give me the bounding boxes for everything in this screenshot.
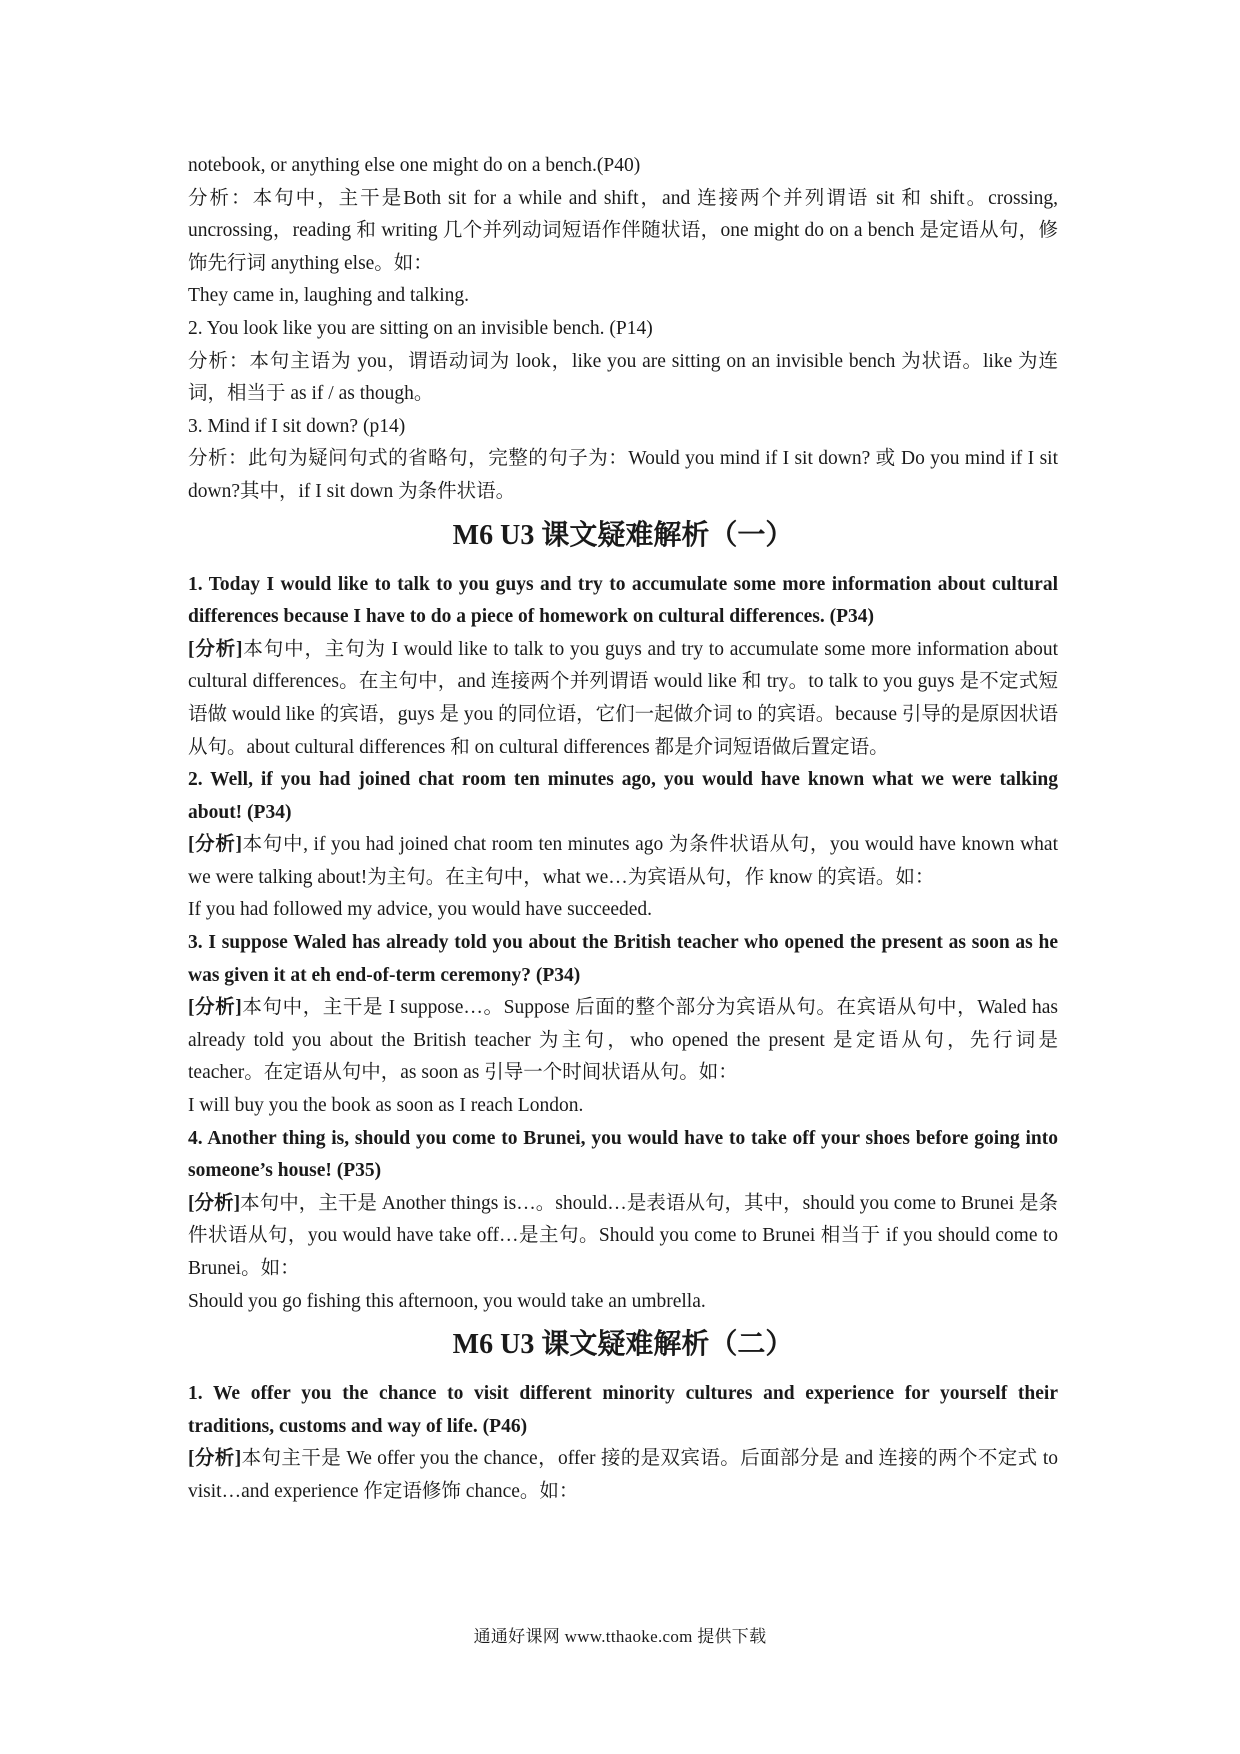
s1-example-2: If you had followed my advice, you would have succeeded. bbox=[188, 899, 653, 921]
analysis-label: [分析] bbox=[188, 1192, 241, 1214]
s1-analysis-1 bbox=[188, 634, 1058, 764]
analysis-paragraph: 分析：本句中，主干是Both sit for a while and shift，and 连接两个并列谓语 sit 和 shift。crossing, uncrossing，reading 和 writing 几个并列动词短语作伴随状语，one might do on a bench 是定语从句，修饰先行词 anything else。如： bbox=[188, 187, 1058, 274]
s1-analysis-4 bbox=[188, 1188, 1058, 1286]
question-3: 3. Mind if I sit down? (p14) bbox=[188, 415, 406, 437]
section-heading-2: M6 U3 课文疑难解析（二） bbox=[452, 1329, 794, 1361]
analysis-label: [分析] bbox=[188, 1448, 242, 1470]
analysis-text: 本句中，主干是 Another things is…。should…是表语从句，其中，should you come to Brunei 是条件状语从句，you would have take off…是主句。Should you come to Brunei 相当于 if you should come to Brunei。如： bbox=[188, 1192, 1058, 1279]
s1-question-3: 3. I suppose Waled has already told you about the British teacher who opened the present as soon as he was given it at eh end-of-term ceremony? (P34) bbox=[188, 932, 1058, 986]
document-body bbox=[188, 150, 1058, 1509]
s1-analysis-2 bbox=[188, 829, 1058, 894]
s1-question-2: 2. Well, if you had joined chat room ten minutes ago, you would have known what we were talking about! (P34) bbox=[188, 769, 1058, 823]
analysis-text: 本句主干是 We offer you the chance，offer 接的是双宾语。后面部分是 and 连接的两个不定式 to visit…and experience 作定语修饰 chance。如： bbox=[188, 1448, 1058, 1502]
s1-question-4: 4. Another thing is, should you come to Brunei, you would have to take off your shoes before going into someone’s house! (P35) bbox=[188, 1127, 1058, 1182]
example-sentence: They came in, laughing and talking. bbox=[188, 285, 470, 307]
paragraph-line: notebook, or anything else one might do on a bench.(P40) bbox=[188, 155, 641, 176]
analysis-paragraph: 分析：本句主语为 you，谓语动词为 look，like you are sitting on an invisible bench 为状语。like 为连词，相当于 as if / as though。 bbox=[188, 350, 1058, 405]
s1-analysis-3 bbox=[188, 992, 1058, 1090]
page-footer: 通通好课网 www.tthaoke.com 提供下载 bbox=[473, 1627, 767, 1646]
analysis-label: [分析] bbox=[188, 638, 243, 660]
s1-question-1: 1. Today I would like to talk to you guys and try to accumulate some more information about cultural differences because I have to do a piece of homework on cultural differences. (P34) bbox=[188, 573, 1058, 628]
s2-analysis-1 bbox=[188, 1443, 1058, 1508]
question-2: 2. You look like you are sitting on an invisible bench. (P14) bbox=[188, 317, 653, 339]
s1-example-3: I will buy you the book as soon as I reach London. bbox=[188, 1095, 584, 1117]
s1-example-4: Should you go fishing this afternoon, you would take an umbrella. bbox=[188, 1290, 706, 1312]
analysis-paragraph: 分析：此句为疑问句式的省略句，完整的句子为：Would you mind if I sit down? 或 Do you mind if I sit down?其中，if I sit down 为条件状语。 bbox=[188, 448, 1058, 502]
section-heading-1: M6 U3 课文疑难解析（一） bbox=[452, 519, 794, 551]
analysis-label: [分析] bbox=[188, 834, 242, 856]
analysis-label: [分析] bbox=[188, 997, 242, 1019]
analysis-text: 本句中，主干是 I suppose…。Suppose 后面的整个部分为宾语从句。在宾语从句中，Waled has already told you about the British teacher 为主句，who opened the present 是定语从句，先行词是 teacher。在定语从句中，as soon as 引导一个时间状语从句。如： bbox=[188, 997, 1058, 1084]
analysis-text: 本句中，主句为 I would like to talk to you guys and try to accumulate some more information about cultural differences。在主句中，and 连接两个并列谓语 would like 和 try。to talk to you guys 是不定式短语做 would like 的宾语，guys 是 you 的同位语，它们一起做介词 to 的宾语。because 引导的是原因状语从句。about cultural differences 和 on cultural differences 都是介词短语做后置定语。 bbox=[188, 638, 1058, 758]
analysis-text: 本句中, if you had joined chat room ten minutes ago 为条件状语从句，you would have known what we were talking about!为主句。在主句中，what we…为宾语从句，作 know 的宾语。如： bbox=[188, 834, 1059, 888]
s2-question-1: 1. We offer you the chance to visit different minority cultures and experience for yourself their traditions, customs and way of life. (P46) bbox=[188, 1383, 1058, 1437]
